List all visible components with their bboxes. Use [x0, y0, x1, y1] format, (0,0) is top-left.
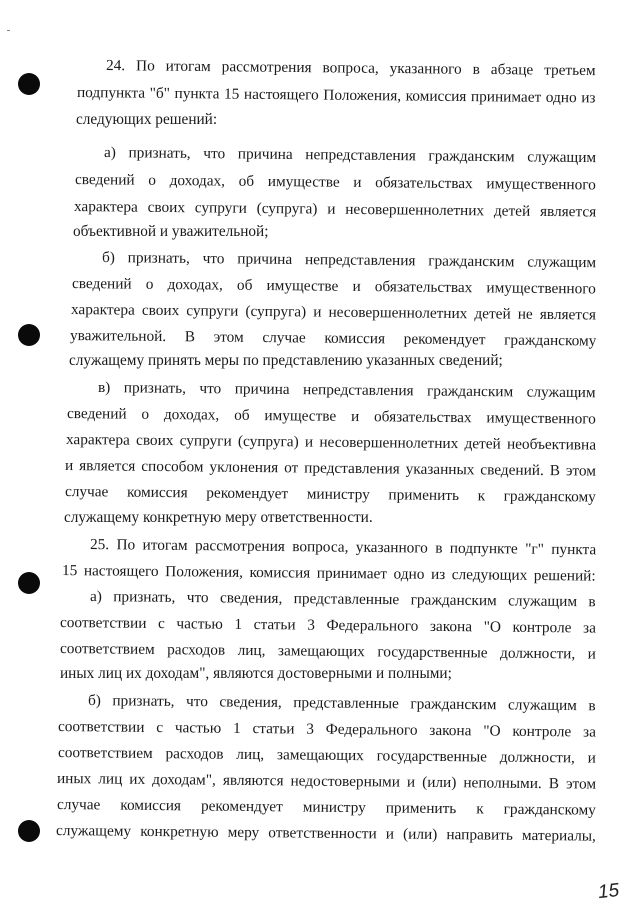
- text-line: а) признать, что сведения, представленные гражданским служащим в: [89, 588, 596, 611]
- text-line: сведений о доходах, об имуществе и обязательствах имущественного: [74, 171, 596, 194]
- text-line: в) признать, что причина непредставления гражданским служащим: [97, 379, 596, 402]
- text-line: характера своих супруги (супруга) и несовершеннолетних детей является: [73, 198, 597, 221]
- text-line: служащему конкретную меру ответственности и (или) направить материалы,: [55, 822, 597, 845]
- text-line: б) признать, что сведения, представленные гражданским служащим в: [87, 692, 596, 715]
- text-line: соответствии с частью 1 статьи 3 Федерального закона "О контроле за: [59, 614, 597, 637]
- text-line: случае комиссия рекомендует министру применить к гражданскому: [56, 796, 596, 819]
- scan-mark: [7, 30, 10, 31]
- text-line: а) признать, что причина непредставления гражданским служащим: [103, 144, 597, 167]
- text-line: служащему принять меры по представлению указанных сведений;: [69, 352, 503, 369]
- text-line: сведений о доходах, об имуществе и обязательствах имущественного: [71, 275, 596, 298]
- text-line: соответствием расходов лиц, замещающих государственные должности, и: [57, 744, 597, 767]
- text-line: уважительной. В этом случае комиссия рекомендует гражданскому: [69, 327, 597, 350]
- text-line: 24. По итогам рассмотрения вопроса, указанного в абзаце третьем: [105, 57, 596, 80]
- text-line: соответствии с частью 1 статьи 3 Федерального закона "О контроле за: [57, 718, 597, 741]
- text-line: сведений о доходах, об имуществе и обязательствах имущественного: [66, 405, 596, 428]
- text-line: следующих решений:: [76, 111, 218, 128]
- text-line: и является способом уклонения от представления указанных сведений. В этом: [64, 457, 597, 480]
- text-line: служащему конкретную меру ответственности.: [64, 509, 373, 526]
- punch-hole: [18, 324, 40, 346]
- text-line: характера своих супруги (супруга) и несовершеннолетних детей необъективна: [65, 431, 597, 454]
- page-number: 15: [596, 879, 621, 904]
- text-line: объективной и уважительной;: [73, 223, 269, 240]
- text-line: случае комиссия рекомендует министру применить к гражданскому: [64, 483, 596, 506]
- text-line: подпункта "б" пункта 15 настоящего Положения, комиссия принимает одно из: [76, 84, 596, 107]
- text-line: соответствием расходов лиц, замещающих государственные должности, и: [59, 640, 597, 663]
- punch-hole: [18, 73, 40, 95]
- text-line: иных лиц их доходам", являются недостоверными и (или) неполными. В этом: [56, 770, 597, 793]
- punch-hole: [18, 572, 40, 594]
- text-line: 25. По итогам рассмотрения вопроса, указанного в подпункте "г" пункта: [89, 536, 597, 559]
- text-line: иных лиц их доходам", являются достоверными и полными;: [60, 665, 452, 682]
- text-line: характера своих супруги (супруга) и несовершеннолетних детей не является: [70, 301, 597, 324]
- text-line: б) признать, что причина непредставления гражданским служащим: [101, 249, 597, 272]
- punch-hole: [18, 820, 40, 842]
- text-line: 15 настоящего Положения, комиссия принимает одно из следующих решений:: [61, 562, 596, 585]
